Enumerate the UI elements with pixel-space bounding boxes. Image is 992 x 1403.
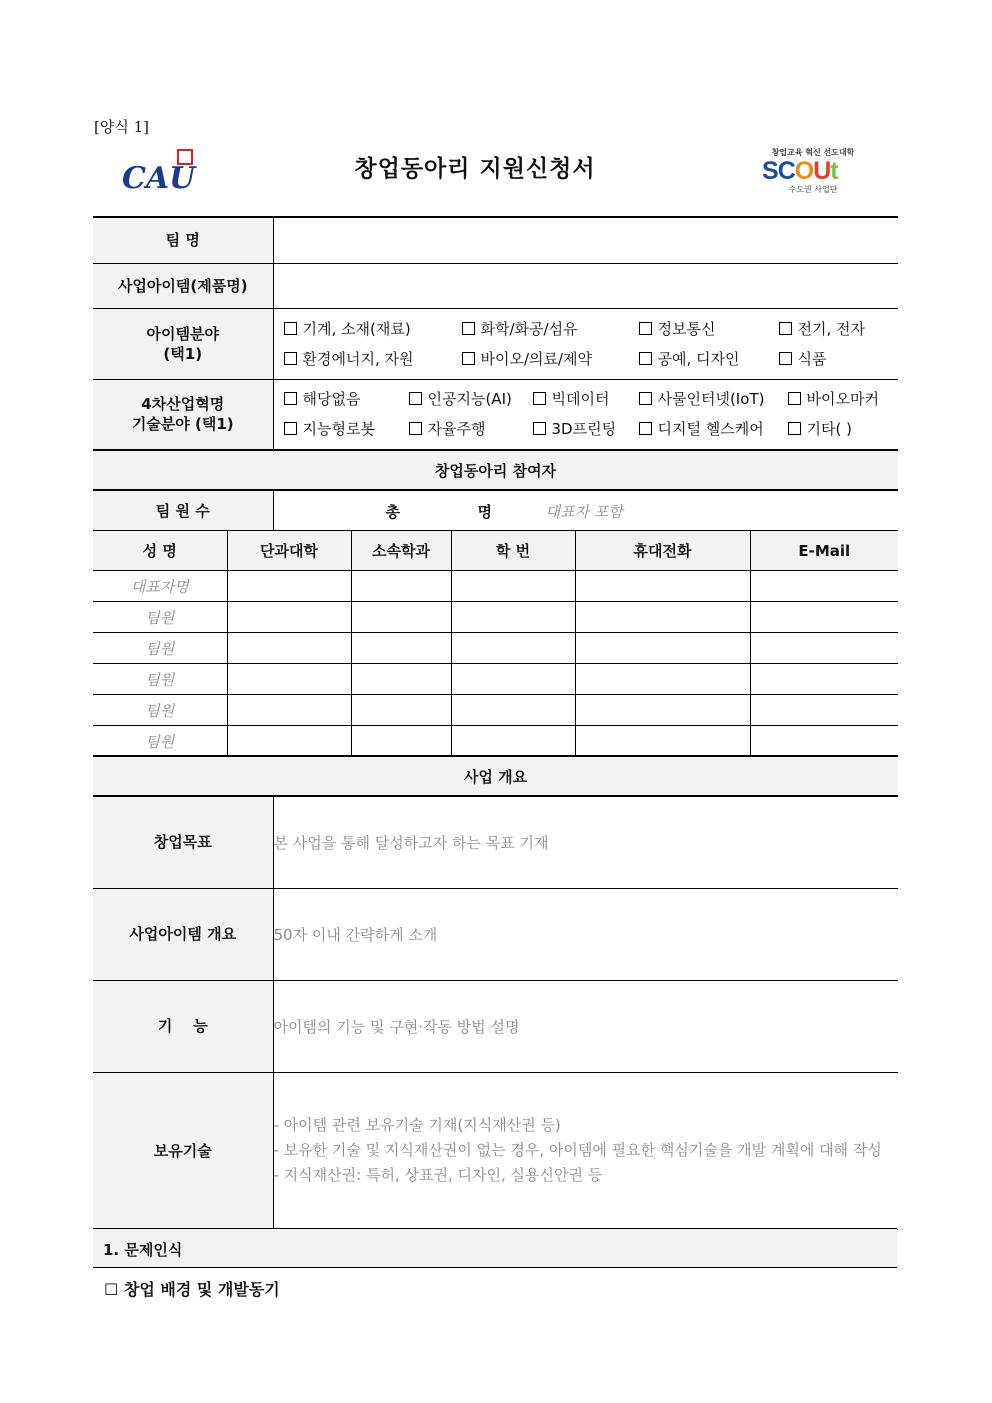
item-summary-field[interactable]: 50자 이내 간략하게 소개 (273, 888, 898, 980)
col-header-email: E-Mail (750, 531, 898, 571)
checkbox-icon (409, 392, 422, 405)
member-college[interactable] (227, 602, 351, 633)
col-header-department: 소속학과 (351, 531, 451, 571)
checkbox-icon (462, 322, 475, 335)
tech-option[interactable]: 기타( ) (788, 418, 852, 439)
tech-bullet: - 지식재산권: 특허, 상표권, 디자인, 실용신안권 등 (273, 1166, 603, 1184)
member-email[interactable] (750, 726, 898, 757)
scout-logo-bottom: 수도권 사업단 (788, 185, 838, 194)
col-header-student-id: 학 번 (451, 531, 575, 571)
tech-option[interactable]: 바이오마커 (788, 388, 879, 409)
member-department[interactable] (351, 633, 451, 664)
checkbox-icon (409, 422, 422, 435)
team-count-total: 총 (385, 503, 400, 521)
member-email[interactable] (750, 571, 898, 602)
checkbox-icon (639, 322, 652, 335)
checkbox-icon (533, 422, 546, 435)
svg-text:CAU: CAU (122, 161, 196, 194)
member-name: 팀원 (93, 726, 227, 757)
member-college[interactable] (227, 726, 351, 757)
member-student-id[interactable] (451, 726, 575, 757)
field-option[interactable]: 식품 (779, 348, 827, 369)
checkbox-icon (533, 392, 546, 405)
item-field-options (273, 308, 898, 379)
checkbox-icon (779, 322, 792, 335)
overview-heading: 사업 개요 (93, 756, 898, 796)
member-student-id[interactable] (451, 633, 575, 664)
tech-option[interactable]: 자율주행 (409, 418, 486, 439)
member-student-id[interactable] (451, 664, 575, 695)
col-header-college: 단과대학 (227, 531, 351, 571)
team-name-label: 팀 명 (93, 217, 273, 263)
info-table (93, 216, 898, 532)
table-row (93, 602, 898, 633)
tech4-label: 4차산업혁명 기술분야 (택1) (93, 379, 273, 450)
table-row (93, 695, 898, 726)
member-phone[interactable] (575, 695, 750, 726)
table-row (93, 571, 898, 602)
item-name-field[interactable] (273, 263, 898, 308)
section-1-title: 1. 문제인식 (103, 1241, 183, 1259)
function-label: 기 능 (93, 980, 273, 1072)
field-option[interactable]: 공예, 디자인 (639, 348, 740, 369)
field-option[interactable]: 화학/화공/섬유 (462, 318, 578, 339)
member-department[interactable] (351, 695, 451, 726)
member-department[interactable] (351, 664, 451, 695)
tech4-options (273, 379, 898, 450)
member-email[interactable] (750, 664, 898, 695)
form-label: [양식 1] (94, 118, 149, 136)
member-college[interactable] (227, 695, 351, 726)
tech-option[interactable]: 해당없음 (284, 388, 361, 409)
tech-option[interactable]: 빅데이터 (533, 388, 610, 409)
member-email[interactable] (750, 602, 898, 633)
section-1-subheading: ☐ 창업 배경 및 개발동기 (104, 1280, 280, 1299)
item-name-label: 사업아이템(제품명) (93, 263, 273, 308)
goal-field[interactable]: 본 사업을 통해 달성하고자 하는 목표 기재 (273, 796, 898, 888)
member-phone[interactable] (575, 602, 750, 633)
member-student-id[interactable] (451, 695, 575, 726)
checkbox-icon (284, 352, 297, 365)
tech-option[interactable]: 사물인터넷(IoT) (639, 388, 765, 409)
team-count-note: 대표자 포함 (545, 503, 623, 521)
checkbox-icon (639, 392, 652, 405)
member-name: 대표자명 (93, 571, 227, 602)
item-summary-label: 사업아이템 개요 (93, 888, 273, 980)
field-option[interactable]: 환경에너지, 자원 (284, 348, 414, 369)
member-phone[interactable] (575, 633, 750, 664)
checkbox-icon (284, 422, 297, 435)
checkbox-icon (779, 352, 792, 365)
member-student-id[interactable] (451, 602, 575, 633)
scout-logo-icon: 창업교육 혁신 선도대학 SCOUt 수도권 사업단 (758, 147, 868, 195)
field-option[interactable]: 바이오/의료/제약 (462, 348, 593, 369)
page-title: 창업동아리 지원신청서 (354, 156, 596, 182)
tech-field[interactable] (273, 1072, 898, 1229)
col-header-phone: 휴대전화 (575, 531, 750, 571)
member-department[interactable] (351, 726, 451, 757)
checkbox-icon (788, 392, 801, 405)
member-name: 팀원 (93, 633, 227, 664)
field-option[interactable]: 정보통신 (639, 318, 716, 339)
goal-label: 창업목표 (93, 796, 273, 888)
checkbox-icon (639, 422, 652, 435)
table-row (93, 633, 898, 664)
team-count-field[interactable] (273, 490, 898, 531)
item-field-label: 아이템분야 (택1) (93, 308, 273, 379)
field-option[interactable]: 전기, 전자 (779, 318, 866, 339)
checkbox-icon (788, 422, 801, 435)
member-student-id[interactable] (451, 571, 575, 602)
checkbox-icon (462, 352, 475, 365)
checkbox-icon (284, 322, 297, 335)
member-college[interactable] (227, 664, 351, 695)
tech-bullet: - 아이템 관련 보유기술 기재(지식재산권 등) (273, 1116, 561, 1134)
member-department[interactable] (351, 602, 451, 633)
tech-option[interactable]: 인공지능(AI) (409, 388, 512, 409)
cau-logo-icon (120, 148, 198, 194)
checkbox-icon (639, 352, 652, 365)
tech-bullet: - 보유한 기술 및 지식재산권이 없는 경우, 아이템에 필요한 핵심기술을 개발 계획에 대해 작성 (273, 1141, 882, 1159)
member-college[interactable] (227, 571, 351, 602)
member-name: 팀원 (93, 602, 227, 633)
col-header-name: 성 명 (93, 531, 227, 571)
participants-heading: 창업동아리 참여자 (93, 450, 898, 490)
tech-option[interactable]: 3D프린팅 (533, 418, 617, 439)
team-count-label: 팀 원 수 (93, 490, 273, 531)
member-email[interactable] (750, 695, 898, 726)
member-email[interactable] (750, 633, 898, 664)
field-option[interactable]: 기계, 소재(재료) (284, 318, 411, 339)
member-phone[interactable] (575, 726, 750, 757)
section-1-bar (93, 1228, 897, 1268)
member-department[interactable] (351, 571, 451, 602)
checkbox-icon (284, 392, 297, 405)
function-field[interactable]: 아이템의 기능 및 구현·작동 방법 설명 (273, 980, 898, 1072)
tech-option[interactable]: 디지털 헬스케어 (639, 418, 764, 439)
member-phone[interactable] (575, 571, 750, 602)
participants-table (93, 530, 898, 757)
table-row (93, 726, 898, 757)
overview-table (93, 755, 898, 1230)
member-name: 팀원 (93, 664, 227, 695)
scout-logo-top: 창업교육 혁신 선도대학 (771, 148, 855, 157)
tech-label: 보유기술 (93, 1072, 273, 1229)
table-row (93, 664, 898, 695)
team-name-field[interactable] (273, 217, 898, 263)
member-name: 팀원 (93, 695, 227, 726)
tech-option[interactable]: 지능형로봇 (284, 418, 375, 439)
member-college[interactable] (227, 633, 351, 664)
team-count-unit: 명 (477, 503, 492, 521)
member-phone[interactable] (575, 664, 750, 695)
